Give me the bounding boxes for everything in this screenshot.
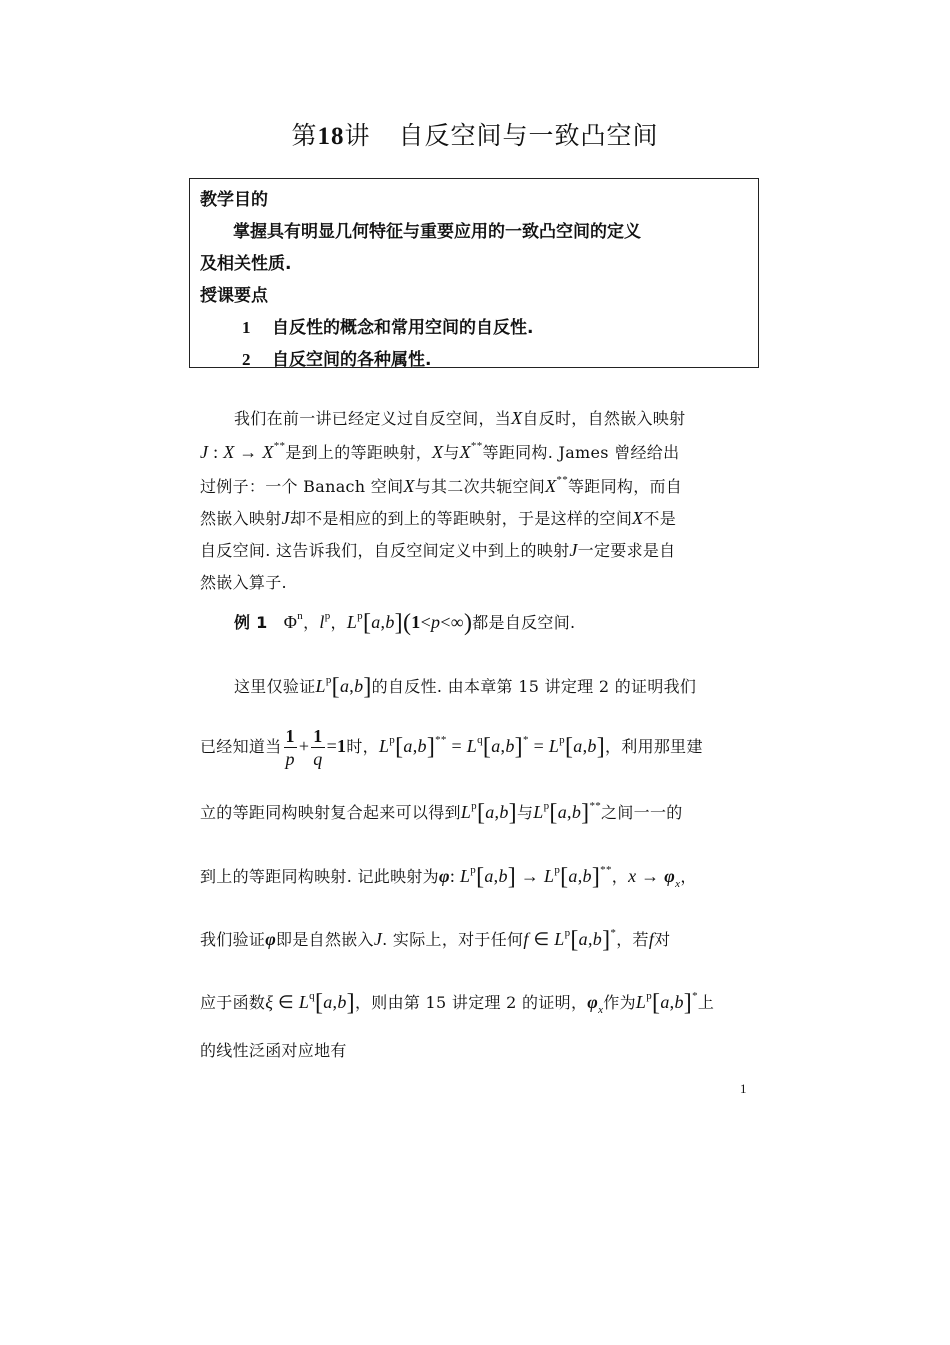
paragraph-line: 到上的等距同构映射. 记此映射为φ: $L^p[a,b] \to L^p[a,b]^{**}$，$x \to \varphi_x$，	[200, 864, 697, 890]
paragraph-line: 我们在前一讲已经定义过自反空间，当X自反时，自然嵌入映射	[234, 408, 686, 428]
paragraph-line: 这里仅验证$L^p[a,b]$的自反性. 由本章第 15 讲定理 2 的证明我们	[234, 674, 697, 700]
paragraph-line: 应于函数ξ ∈ $L^q[a,b]$，则由第 15 讲定理 2 的证明，$\varphi_x$作为$L^p[a,b]^*$上	[200, 990, 715, 1016]
teaching-goals-box	[189, 178, 759, 368]
page-number: 1	[740, 1081, 747, 1096]
goal-line: 掌握具有明显几何特征与重要应用的一致凸空间的定义	[233, 222, 641, 242]
goal-line: 及相关性质.	[200, 254, 292, 274]
point-item: 1 自反性的概念和常用空间的自反性.	[242, 318, 534, 338]
paragraph-line: 自反空间. 这告诉我们，自反空间定义中到上的映射J一定要求是自	[200, 540, 676, 560]
paragraph-line: 我们验证φ即是自然嵌入J. 实际上，对于任何f ∈ $L^p[a,b]^*$，若f对	[200, 927, 671, 953]
goal-heading: 教学目的	[200, 190, 268, 210]
paragraph-line: 然嵌入映射J却不是相应的到上的等距映射，于是这样的空间X不是	[200, 508, 677, 528]
paragraph-line: 已经知道当 $\frac{1}{p}$ + $\frac{1}{q}$ =1时，$L^p[a,b]^{**} = L^q[a,b]^* = L^p[a,b]$，利用那里建	[200, 726, 703, 769]
point-item: 2 自反空间的各种属性.	[242, 350, 432, 370]
paragraph-line: 的线性泛函对应地有	[200, 1041, 347, 1060]
paragraph-line: 然嵌入算子.	[200, 573, 287, 592]
example-line: 例 1 $\Phi^n$，$l^p$，$L^p[a,b](1<p<\infty)$都是自反空间.	[234, 610, 576, 636]
points-heading: 授课要点	[200, 286, 268, 306]
paragraph-line: 立的等距同构映射复合起来可以得到$L^p[a,b]$与$L^p[a,b]^{**}$之间一一的	[200, 800, 683, 826]
paragraph-line: 过例子：一个 Banach 空间X与其二次共轭空间X**等距同构，而自	[200, 474, 683, 496]
page-title: 第18讲 自反空间与一致凸空间	[291, 121, 659, 150]
paragraph-line: J : X → X**是到上的等距映射，X与X**等距同构. James 曾经给出	[200, 440, 680, 462]
